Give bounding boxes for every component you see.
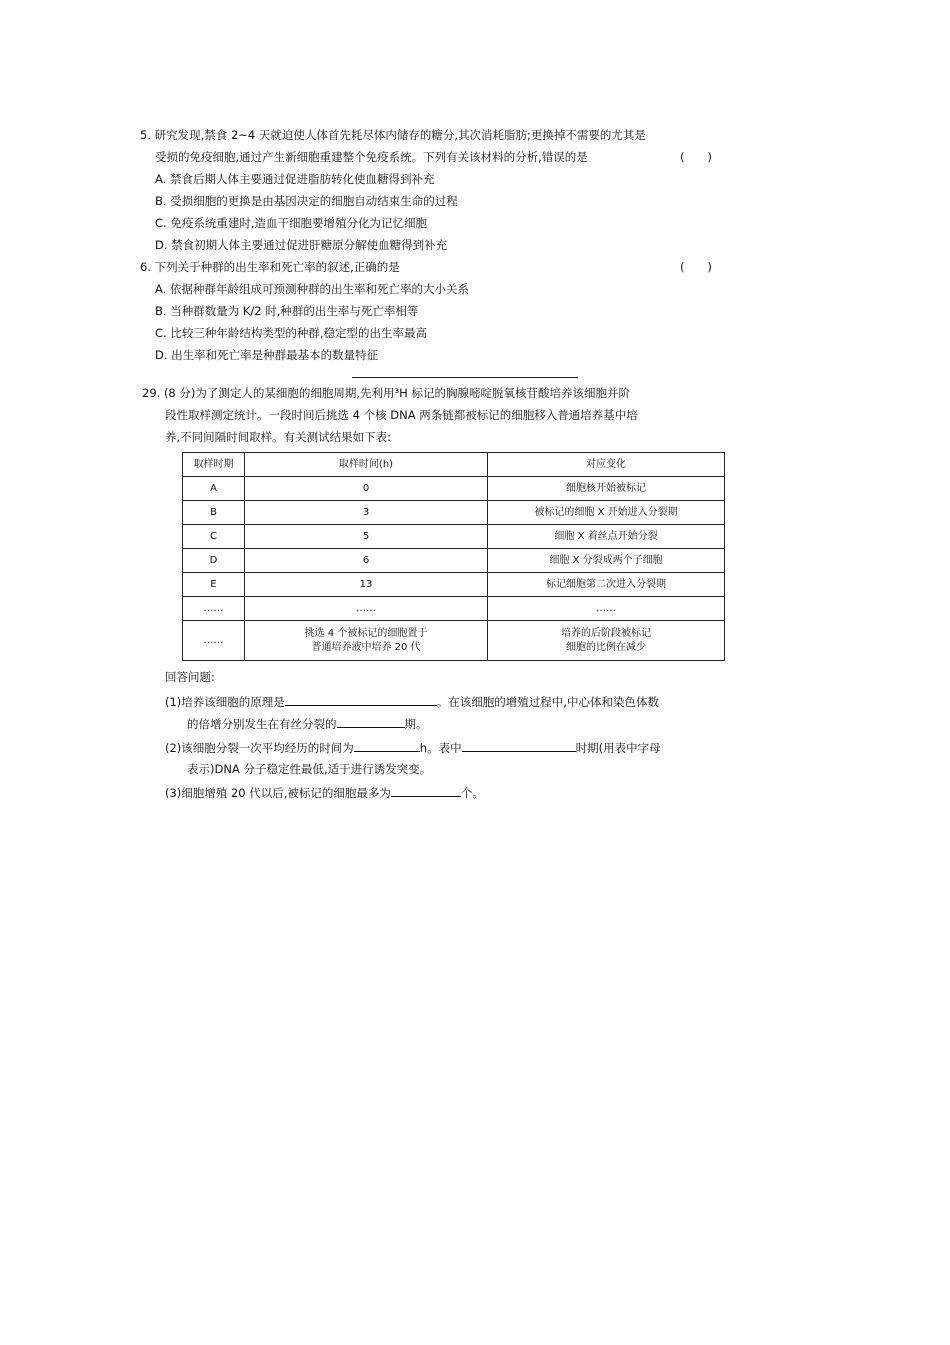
section-divider (352, 377, 578, 378)
q29-sub1-line2 (187, 714, 428, 732)
table-cell: 被标记的细胞 X 开始进入分裂期 (488, 501, 725, 525)
sub1-text-b: 。在该细胞的增殖过程中,中心体和染色体数 (436, 695, 659, 709)
q29-sub3-line (165, 783, 484, 801)
table-row (183, 501, 725, 525)
table-row (183, 597, 725, 621)
q6-stem: 6. 下列关于种群的出生率和死亡率的叙述,正确的是 (140, 260, 400, 274)
sub1-text-a: (1)培养该细胞的原理是 (165, 695, 285, 709)
q5-stem-line1: 5. 研究发现,禁食 2~4 天就迫使人体首先耗尽体内储存的糖分,其次消耗脂肪;更换掉不需要的尤其是 (140, 128, 646, 142)
sub3-text-a: (3)细胞增殖 20 代以后,被标记的细胞最多为 (165, 786, 391, 800)
q5-option-b: B. 受损细胞的更换是由基因决定的细胞自动结束生命的过程 (155, 194, 458, 208)
table-cell: 3 (245, 501, 488, 525)
table-cell: 5 (245, 525, 488, 549)
q29-sub2-line1 (165, 738, 661, 756)
table-header-cell: 取样时间(h) (245, 453, 488, 477)
table-row (183, 549, 725, 573)
sub1-text-c: 的倍增分别发生在有丝分裂的 (187, 717, 337, 731)
q5-option-d: D. 禁食初期人体主要通过促进肝糖原分解使血糖得到补充 (155, 238, 448, 252)
q6-option-a: A. 依据种群年龄组成可预测种群的出生率和死亡率的大小关系 (155, 282, 469, 296)
table-cell: 0 (245, 477, 488, 501)
table-cell: 标记细胞第二次进入分裂期 (488, 573, 725, 597)
table-header-row (183, 453, 725, 477)
table-row (183, 621, 725, 661)
answer-blank[interactable] (285, 692, 437, 706)
table-cell-line: 细胞的比例在减少 (566, 641, 646, 653)
answer-intro: 回答问题: (165, 670, 215, 684)
table-cell (245, 621, 488, 661)
sub3-text-b: 个。 (460, 786, 484, 800)
sub2-text-b: h。表中 (419, 741, 462, 755)
answer-blank[interactable] (354, 738, 420, 752)
q29-stem-line3: 养,不同间隔时间取样。有关测试结果如下表: (165, 430, 392, 444)
q5-option-a: A. 禁食后期人体主要通过促进脂肪转化使血糖得到补充 (155, 172, 435, 186)
table-cell: …… (245, 597, 488, 621)
table-cell: E (183, 573, 245, 597)
table-cell-line: 普通培养液中培养 20 代 (311, 641, 421, 653)
q29-stem-line2: 段性取样测定统计。一段时间后挑选 4 个核 DNA 两条链都被标记的细胞移入普通培养基中培 (165, 408, 638, 422)
sub2-text-c: 时期(用表中字母 (575, 741, 661, 755)
table-cell: 13 (245, 573, 488, 597)
answer-blank[interactable] (462, 738, 576, 752)
q29-sub2-line2: 表示)DNA 分子稳定性最低,适于进行诱发突变。 (187, 762, 432, 776)
answer-blank[interactable] (391, 783, 461, 797)
sub1-text-d: 期。 (404, 717, 428, 731)
table-cell: D (183, 549, 245, 573)
table-header-cell: 取样时期 (183, 453, 245, 477)
table-cell: A (183, 477, 245, 501)
q6-option-b: B. 当种群数量为 K/2 时,种群的出生率与死亡率相等 (155, 304, 419, 318)
table-cell-line: 挑选 4 个被标记的细胞置于 (304, 627, 428, 639)
q5-option-c: C. 免疫系统重建时,造血干细胞要增殖分化为记忆细胞 (155, 216, 427, 230)
table-row (183, 525, 725, 549)
table-cell: …… (183, 597, 245, 621)
table-cell: 6 (245, 549, 488, 573)
table-cell: 细胞核开始被标记 (488, 477, 725, 501)
table-cell: C (183, 525, 245, 549)
q6-option-d: D. 出生率和死亡率是种群最基本的数量特征 (155, 348, 379, 362)
results-table (182, 452, 725, 661)
table-header-cell: 对应变化 (488, 453, 725, 477)
answer-blank[interactable] (337, 714, 405, 728)
table-cell: …… (183, 621, 245, 661)
q29-sub1-line1 (165, 692, 659, 710)
table-cell: 细胞 X 着丝点开始分裂 (488, 525, 725, 549)
table-cell-line: 培养的后阶段被标记 (561, 627, 651, 639)
table-row (183, 477, 725, 501)
q6-answer-paren: ( ) (680, 260, 712, 274)
q6-option-c: C. 比较三种年龄结构类型的种群,稳定型的出生率最高 (155, 326, 427, 340)
sub2-text-a: (2)该细胞分裂一次平均经历的时间为 (165, 741, 354, 755)
q29-stem-line1: 29. (8 分)为了测定人的某细胞的细胞周期,先利用³H 标记的胸腺嘧啶脱氧核苷酸培养该细胞并阶 (142, 386, 630, 400)
table-cell: …… (488, 597, 725, 621)
table-row (183, 573, 725, 597)
table-cell: B (183, 501, 245, 525)
q5-answer-paren: ( ) (680, 150, 712, 164)
table-cell: 细胞 X 分裂成两个子细胞 (488, 549, 725, 573)
table-cell (488, 621, 725, 661)
q5-stem-line2: 受损的免疫细胞,通过产生新细胞重建整个免疫系统。下列有关该材料的分析,错误的是 (155, 150, 588, 164)
